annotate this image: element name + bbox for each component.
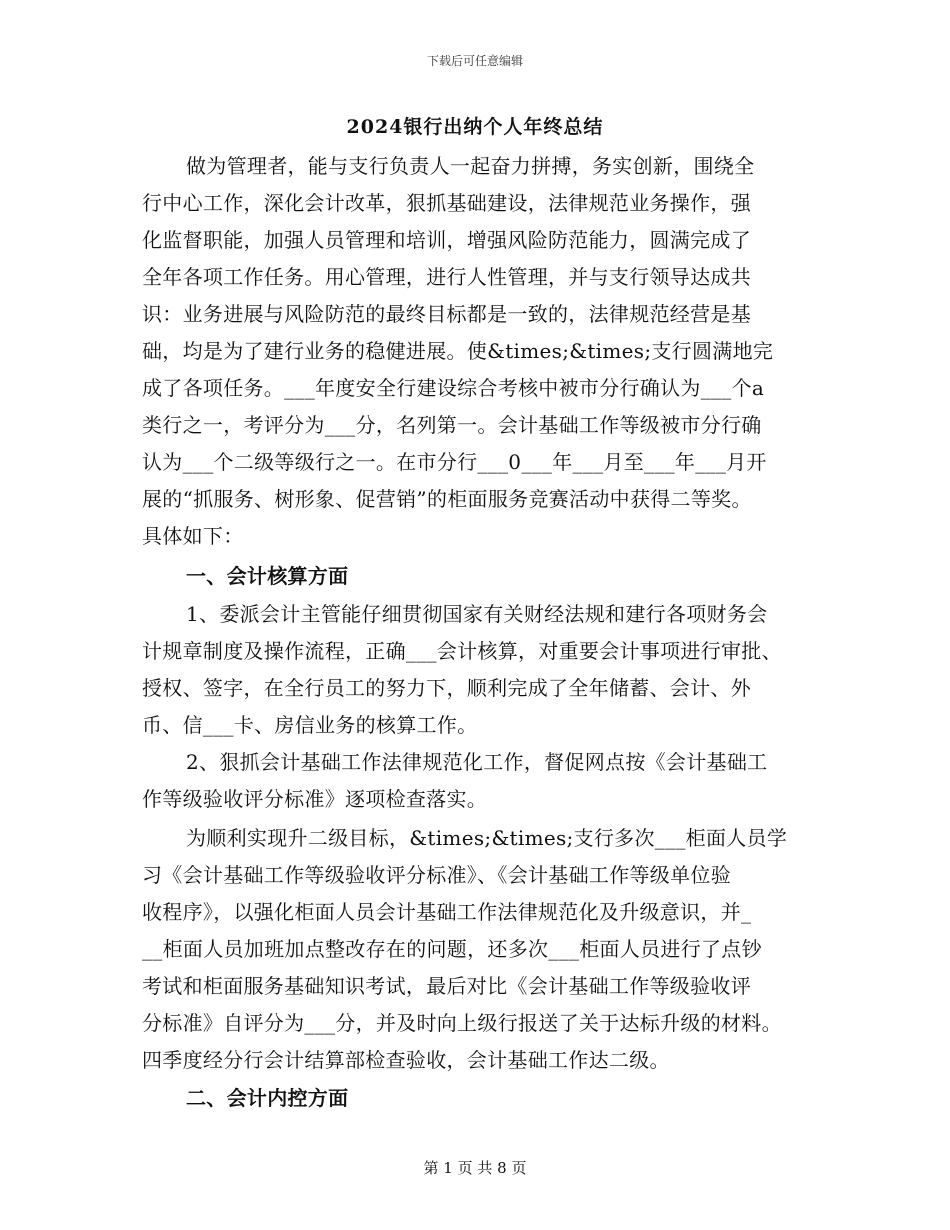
body-line: 具体如下：	[142, 524, 244, 548]
page-header: 下载后可任意编辑	[426, 54, 523, 68]
body-line: 币、信___卡、房信业务的核算工作。	[142, 713, 478, 737]
section-heading: 二、会计内控方面	[186, 1086, 349, 1110]
body-line: 考试和柜面服务基础知识考试，最后对比《会计基础工作等级验收评	[142, 974, 751, 998]
body-line: 授权、签字，在全行员工的努力下，顺利完成了全年储蓄、会计、外	[142, 676, 751, 700]
body-line: 习《会计基础工作等级验收评分标准》、《会计基础工作等级单位验	[142, 863, 731, 887]
body-line: 展的“抓服务、树形象、促营销”的柜面服务竞赛活动中获得二等奖。	[142, 487, 752, 511]
body-line: 收程序》，以强化柜面人员会计基础工作法律规范化及升级意识，并_	[142, 900, 752, 924]
body-line: 1、委派会计主管能仔细贯彻国家有关财经法规和建行各项财务会	[186, 602, 768, 626]
body-line: 为顺利实现升二级目标，&times;&times;支行多次___柜面人员学	[186, 826, 788, 850]
body-line: 成了各项任务。___年度安全行建设综合考核中被市分行确认为___个a	[142, 376, 765, 400]
body-line: 行中心工作，深化会计改革，狠抓基础建设，法律规范业务操作，强	[142, 191, 751, 215]
body-line: 础，均是为了建行业务的稳健进展。使&times;&times;支行圆满地完	[142, 339, 774, 363]
body-line: 类行之一，考评分为___分，名列第一。会计基础工作等级被市分行确	[142, 413, 762, 437]
section-heading: 一、会计核算方面	[186, 564, 349, 588]
body-line: 全年各项工作任务。用心管理，进行人性管理，并与支行领导达成共	[142, 265, 751, 289]
body-line: 认为___个二级等级行之一。在市分行___0___年___月至___年___月开	[142, 450, 767, 474]
body-line: 识：业务进展与风险防范的最终目标都是一致的，法律规范经营是基	[142, 302, 751, 326]
body-line: 作等级验收评分标准》逐项检查落实。	[142, 787, 488, 811]
body-line: __柜面人员加班加点整改存在的问题，还多次___柜面人员进行了点钞	[142, 937, 762, 961]
body-line: 2、狠抓会计基础工作法律规范化工作，督促网点按《会计基础工	[186, 750, 768, 774]
body-line: 做为管理者，能与支行负责人一起奋力拼搏，务实创新，围绕全	[186, 154, 755, 178]
body-line: 计规章制度及操作流程，正确___会计核算，对重要会计事项进行审批、	[142, 639, 782, 663]
document-title: 2024银行出纳个人年终总结	[346, 116, 604, 138]
body-line: 化监督职能，加强人员管理和培训，增强风险防范能力，圆满完成了	[142, 228, 751, 252]
body-line: 分标准》自评分为___分，并及时向上级行报送了关于达标升级的材料。	[142, 1011, 782, 1035]
body-line: 四季度经分行会计结算部检查验收，会计基础工作达二级。	[142, 1048, 670, 1072]
page-footer: 第 1 页 共 8 页	[423, 1159, 527, 1177]
